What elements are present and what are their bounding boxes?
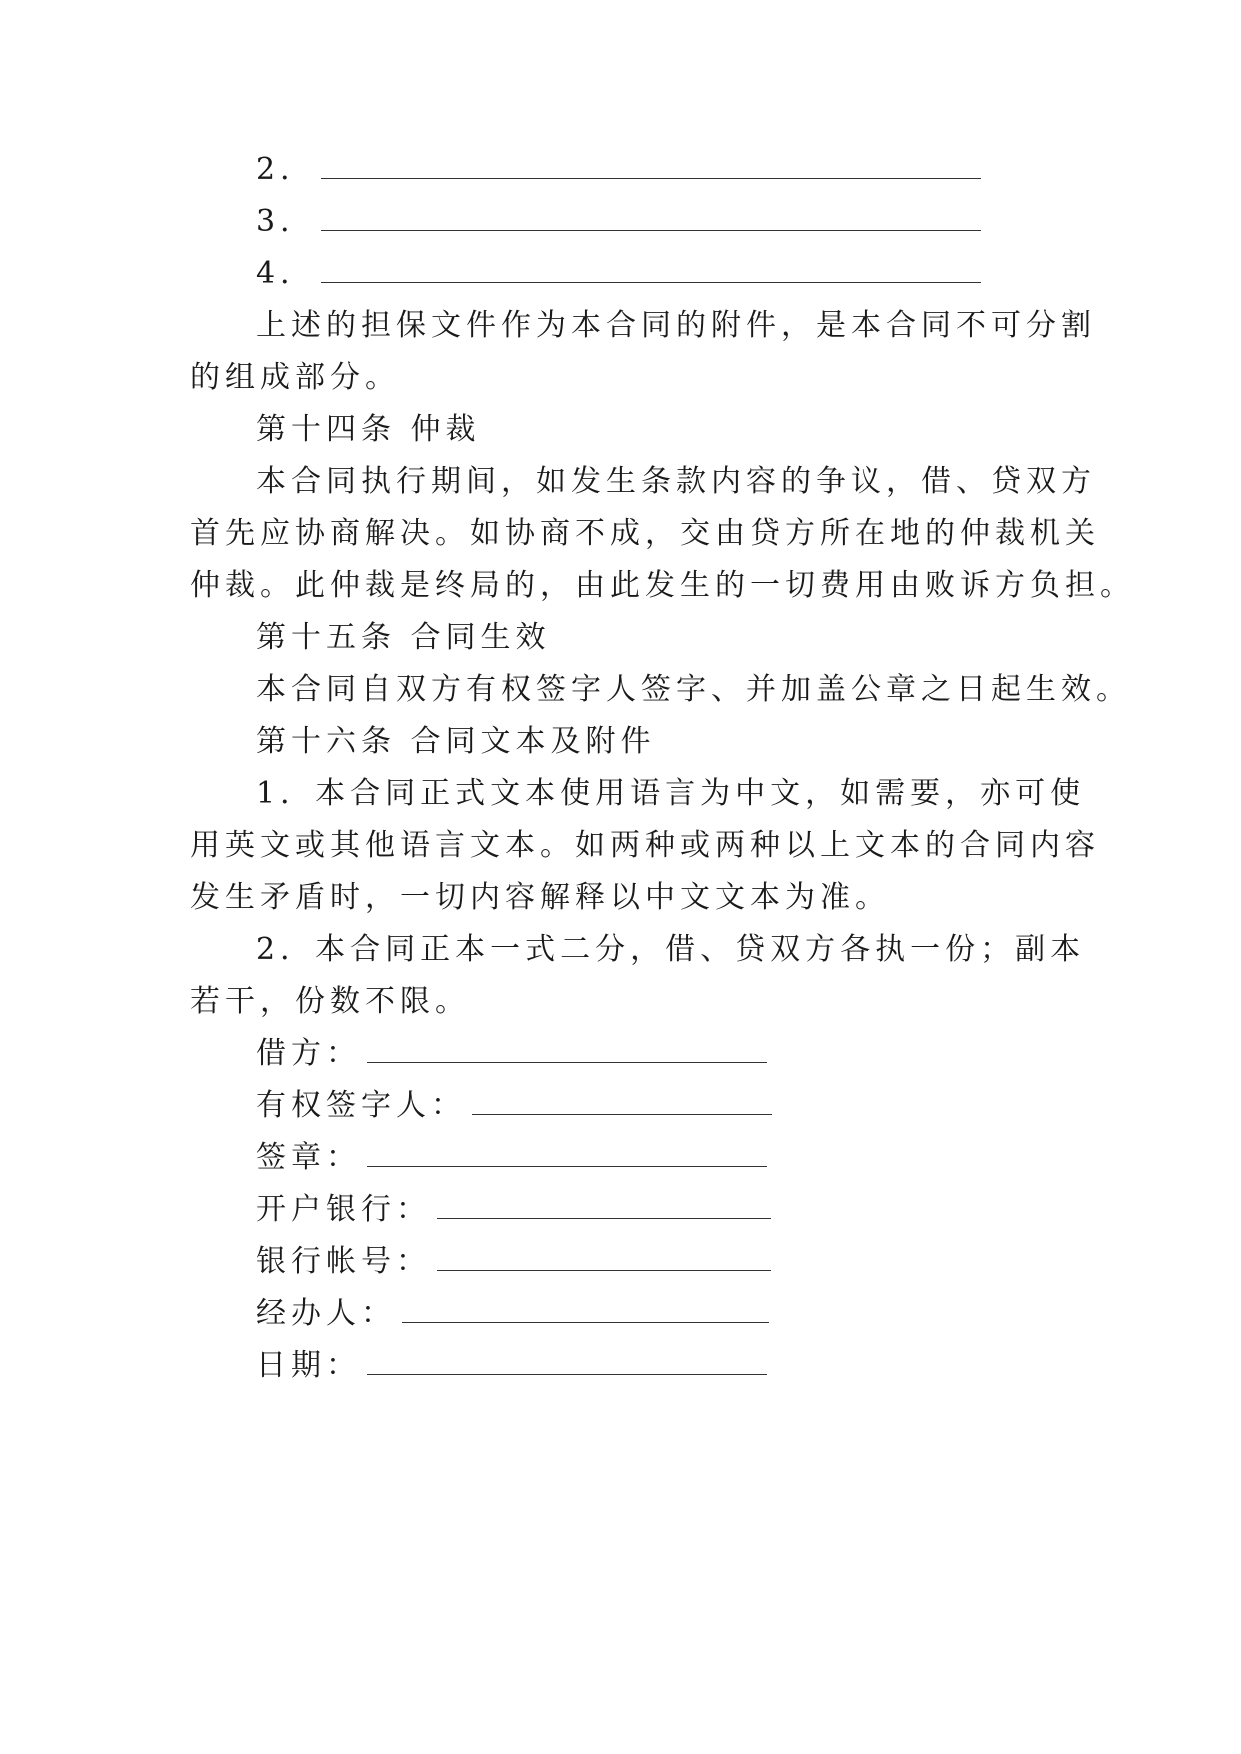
article-16-heading: 第十六条 合同文本及附件 <box>256 724 656 759</box>
numbered-item-2 <box>256 150 981 190</box>
fill-in-blank[interactable] <box>321 154 981 179</box>
signature-row-handler <box>256 1294 769 1334</box>
date-field[interactable] <box>367 1350 767 1375</box>
signatory-field[interactable] <box>472 1090 772 1115</box>
field-label: 签章： <box>256 1140 361 1175</box>
paragraph-line: 首先应协商解决。如协商不成，交由贷方所在地的仲裁机关 <box>190 516 1100 551</box>
signature-row-bank <box>256 1190 771 1230</box>
borrower-field[interactable] <box>367 1038 767 1063</box>
seal-field[interactable] <box>367 1142 767 1167</box>
fill-in-blank[interactable] <box>321 258 981 283</box>
field-label: 银行帐号： <box>256 1244 431 1279</box>
paragraph-line: 本合同执行期间，如发生条款内容的争议，借、贷双方 <box>256 464 1096 499</box>
item-number: 2． <box>256 152 316 187</box>
account-field[interactable] <box>437 1246 771 1271</box>
fill-in-blank[interactable] <box>321 206 981 231</box>
article-14-heading: 第十四条 仲裁 <box>256 412 481 447</box>
field-label: 经办人： <box>256 1296 396 1331</box>
paragraph-line: 发生矛盾时，一切内容解释以中文文本为准。 <box>190 880 890 915</box>
paragraph-line: 本合同自双方有权签字人签字、并加盖公章之日起生效。 <box>256 672 1131 707</box>
paragraph-line: 仲裁。此仲裁是终局的，由此发生的一切费用由败诉方负担。 <box>190 568 1135 603</box>
paragraph-line: 若干，份数不限。 <box>190 984 470 1019</box>
numbered-item-4 <box>256 254 981 294</box>
signature-row-account <box>256 1242 771 1282</box>
signature-row-signatory <box>256 1086 772 1126</box>
bank-field[interactable] <box>437 1194 771 1219</box>
field-label: 日期： <box>256 1348 361 1383</box>
numbered-item-3 <box>256 202 981 242</box>
signature-row-seal <box>256 1138 767 1178</box>
field-label: 开户银行： <box>256 1192 431 1227</box>
signature-row-borrower <box>256 1034 767 1074</box>
paragraph-line: 2．本合同正本一式二分，借、贷双方各执一份；副本 <box>256 932 1086 967</box>
item-number: 3． <box>256 204 316 239</box>
item-number: 4． <box>256 256 316 291</box>
field-label: 借方： <box>256 1036 361 1071</box>
field-label: 有权签字人： <box>256 1088 466 1123</box>
handler-field[interactable] <box>402 1298 769 1323</box>
signature-row-date <box>256 1346 767 1386</box>
article-15-heading: 第十五条 合同生效 <box>256 620 551 655</box>
paragraph-line: 上述的担保文件作为本合同的附件，是本合同不可分割 <box>256 308 1096 343</box>
paragraph-line: 用英文或其他语言文本。如两种或两种以上文本的合同内容 <box>190 828 1100 863</box>
paragraph-line: 1．本合同正式文本使用语言为中文，如需要，亦可使 <box>256 776 1086 811</box>
paragraph-line: 的组成部分。 <box>190 360 400 395</box>
